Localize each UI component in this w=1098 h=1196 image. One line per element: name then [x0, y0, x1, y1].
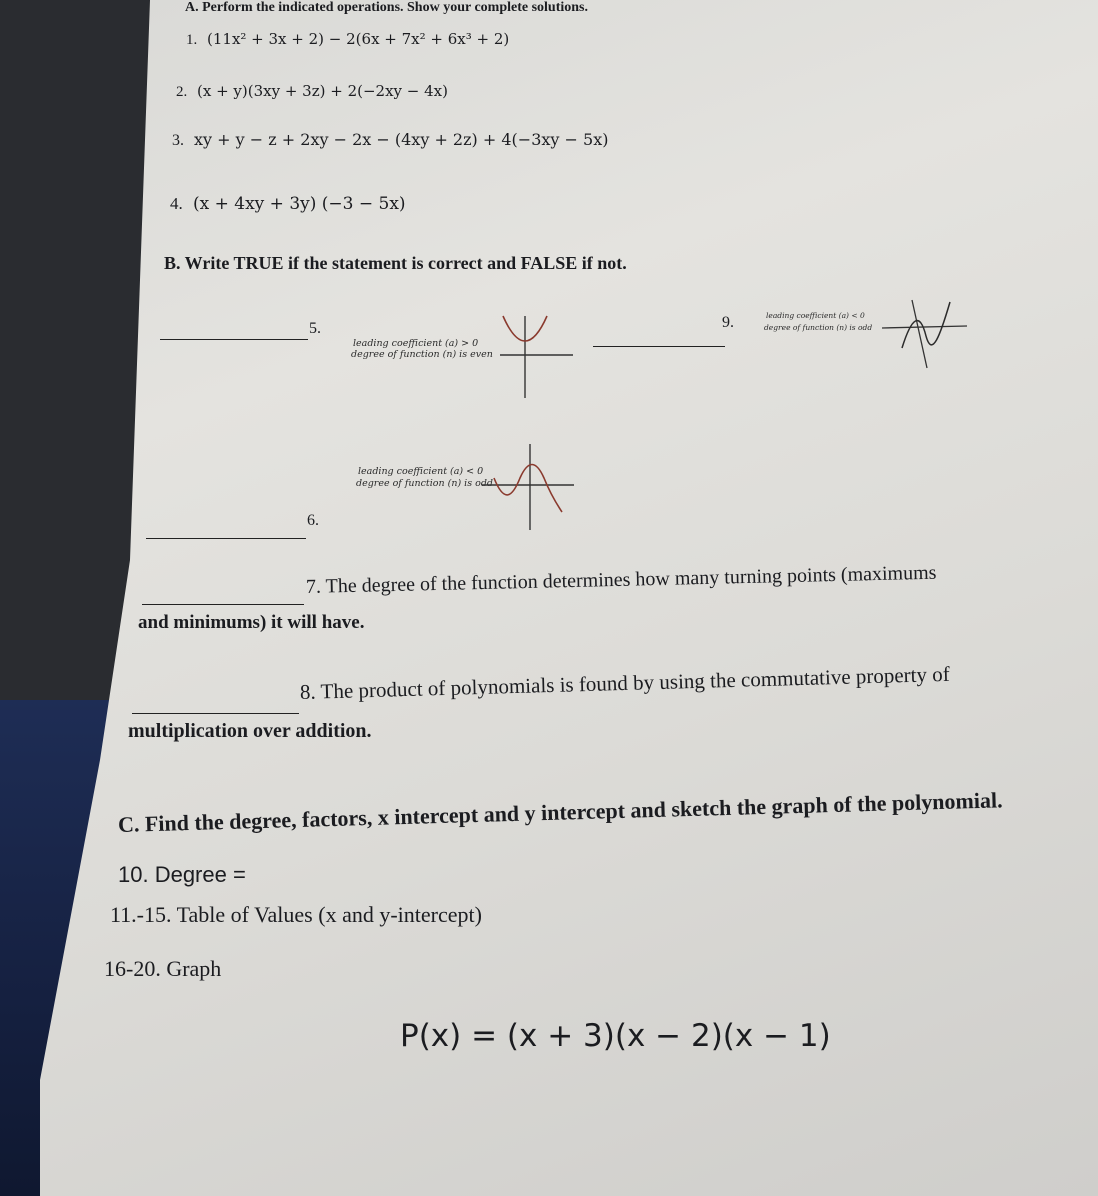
- item-6-number: 6.: [307, 512, 319, 529]
- problem-expression: (x + y)(3xy + 3z) + 2(−2xy − 4x): [197, 82, 448, 100]
- section-b-heading: B. Write TRUE if the statement is correct and FALSE if not.: [164, 253, 627, 273]
- item-11-15-table: 11.-15. Table of Values (x and y-intercept): [110, 902, 482, 927]
- problem-number: 3.: [172, 132, 184, 149]
- graph-9-x-axis: [882, 326, 967, 328]
- answer-blank-6[interactable]: [146, 538, 306, 539]
- graph-6-curve: [494, 465, 562, 513]
- item-9-number: 9.: [722, 314, 734, 331]
- graph-9-degree: degree of function (n) is odd: [764, 323, 873, 332]
- statement-7-line-1: 7. The degree of the function determines how many turning points (maximums: [305, 561, 937, 598]
- answer-blank-9[interactable]: [593, 346, 725, 347]
- graph-6-leading-coefficient: leading coefficient (a) < 0: [358, 466, 484, 477]
- graph-9-leading-coefficient: leading coefficient (a) < 0: [766, 311, 865, 320]
- graph-9: [762, 296, 972, 371]
- statement-8-line-1: 8. The product of polynomials is found by using the commutative property of: [299, 661, 951, 704]
- section-c-heading: C. Find the degree, factors, x intercept and y intercept and sketch the graph of the polynomial.: [117, 787, 1003, 837]
- section-a-heading: A. Perform the indicated operations. Show your complete solutions.: [185, 0, 588, 15]
- problem-number: 2.: [176, 84, 188, 100]
- problem-number: 1.: [186, 32, 198, 48]
- answer-blank-8[interactable]: [132, 713, 299, 714]
- item-16-20-graph: 16-20. Graph: [104, 956, 222, 981]
- problem-expression: (x + 4xy + 3y) (−3 − 5x): [193, 194, 406, 214]
- problem-3: [172, 130, 608, 150]
- statement-7-line-2: and minimums) it will have.: [138, 612, 365, 633]
- problem-2: [176, 82, 448, 101]
- problem-expression: (11x² + 3x + 2) − 2(6x + 7x² + 6x³ + 2): [207, 30, 510, 48]
- statement-8-line-2: multiplication over addition.: [128, 720, 372, 742]
- polynomial-function: P(x) = (x + 3)(x − 2)(x − 1): [400, 1018, 831, 1054]
- answer-blank-7[interactable]: [142, 604, 304, 605]
- item-5-number: 5.: [309, 320, 321, 337]
- problem-number: 4.: [170, 194, 183, 213]
- answer-blank-5[interactable]: [160, 339, 308, 340]
- problem-1: [186, 30, 509, 49]
- graph-5-leading-coefficient: leading coefficient (a) > 0: [353, 338, 479, 349]
- item-10-degree: 10. Degree =: [118, 862, 246, 887]
- graph-6-degree: degree of function (n) is odd: [356, 478, 493, 489]
- graph-5: [345, 308, 585, 403]
- problem-4: [170, 194, 406, 214]
- graph-5-degree: degree of function (n) is even: [351, 349, 493, 360]
- graph-6: [352, 438, 592, 533]
- graph-9-curve: [902, 302, 950, 348]
- problem-expression: xy + y − z + 2xy − 2x − (4xy + 2z) + 4(−3xy − 5x): [194, 130, 609, 149]
